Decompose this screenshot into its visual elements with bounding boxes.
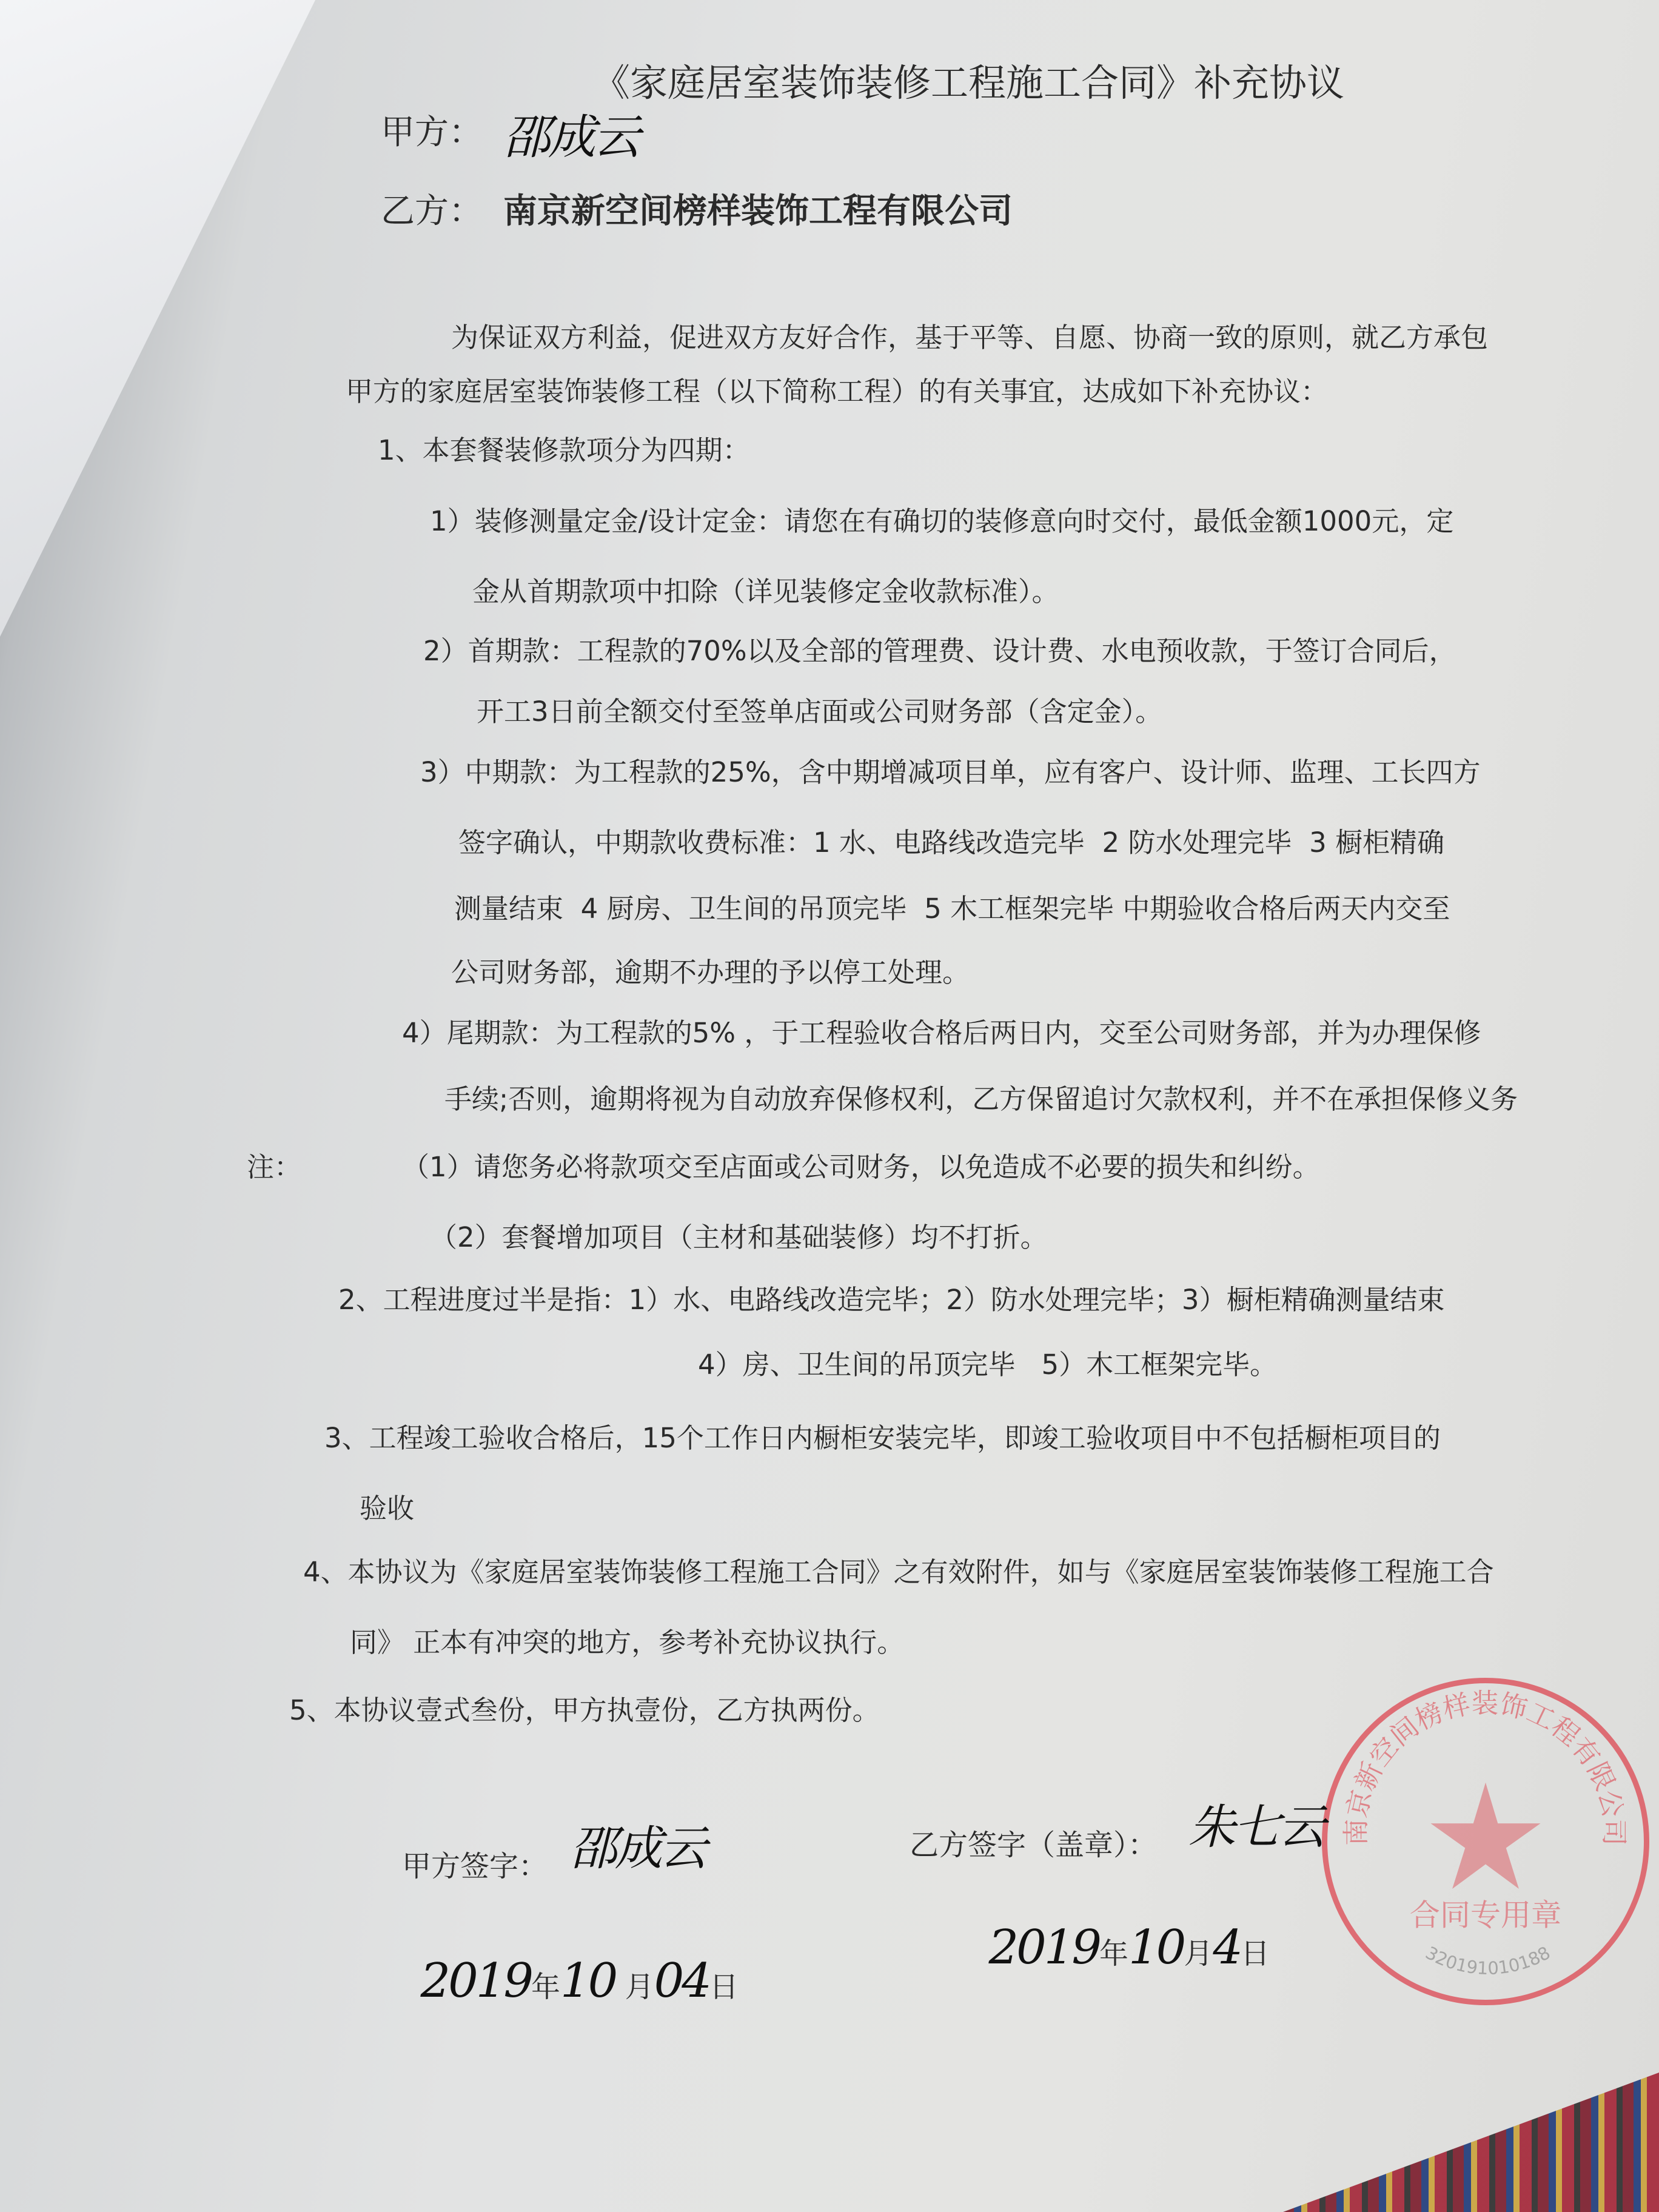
party-b-label: 乙方： (381, 192, 483, 231)
clause-2: 4）房、卫生间的吊顶完毕 5）木工框架完毕。 (698, 1349, 1278, 1381)
clause-1-item: 测量结束 4 厨房、卫生间的吊顶完毕 5 木工框架完毕 中期验收合格后两天内交至 (454, 893, 1450, 925)
background-fabric (1283, 2073, 1659, 2212)
clause-1-item: 签字确认，中期款收费标准：1 水、电路线改造完毕 2 防水处理完毕 3 橱柜精确 (458, 826, 1445, 859)
company-seal-stamp (1322, 1678, 1649, 2005)
clause-1-item: 1）装修测量定金/设计定金：请您在有确切的装修意向时交付，最低金额1000元，定 (430, 505, 1454, 537)
party-a-label: 甲方： (381, 113, 483, 152)
seal-type-text: 合同专用章 (1409, 1897, 1562, 1933)
party-b-signature: 朱七云 (1188, 1800, 1324, 1855)
background-sheet (0, 0, 315, 637)
party-a-name-handwritten: 邵成云 (503, 110, 638, 165)
party-b-date: 2019年10月4日 (988, 1920, 1270, 1975)
note-item: （2）套餐增加项目（主材和基础装修）均不打折。 (430, 1221, 1048, 1253)
document-title: 《家庭居室装饰装修工程施工合同》补充协议 (592, 61, 1345, 105)
clause-1-item: 开工3日前全额交付至签单店面或公司财务部（含定金）。 (477, 695, 1163, 728)
clause-4: 同》 正本有冲突的地方，参考补充协议执行。 (350, 1626, 905, 1658)
party-b-name: 南京新空间榜样装饰工程有限公司 (503, 192, 1013, 231)
clause-2: 2、工程进度过半是指：1）水、电路线改造完毕；2）防水处理完毕；3）橱柜精确测量结束 (338, 1284, 1445, 1316)
intro-line: 甲方的家庭居室装饰装修工程（以下简称工程）的有关事宜，达成如下补充协议： (346, 375, 1329, 407)
party-a-signature: 邵成云 (570, 1822, 705, 1876)
clause-4: 4、本协议为《家庭居室装饰装修工程施工合同》之有效附件，如与《家庭居室装饰装修工程施工合 (303, 1556, 1494, 1588)
svg-text:320191010188 (1422, 1942, 1553, 1979)
clause-3: 3、工程竣工验收合格后，15个工作日内橱柜安装完毕，即竣工验收项目中不包括橱柜项目的 (324, 1422, 1441, 1454)
clause-1-item: 3）中期款：为工程款的25%，含中期增减项目单，应有客户、设计师、监理、工长四方 (420, 756, 1481, 788)
clause-1-item: 4）尾期款：为工程款的5% ，于工程验收合格后两日内，交至公司财务部，并为办理保修 (402, 1017, 1481, 1049)
clause-1-item: 公司财务部，逾期不办理的予以停工处理。 (451, 956, 970, 988)
note-label: 注： (247, 1151, 302, 1183)
party-b-signature-label: 乙方签字（盖章）： (910, 1828, 1158, 1862)
intro-line: 为保证双方利益，促进双方友好合作，基于平等、自愿、协商一致的原则，就乙方承包 (451, 321, 1489, 354)
seal-graphic (1327, 1683, 1644, 2000)
clause-1-item: 金从首期款项中扣除（详见装修定金收款标准）。 (472, 575, 1059, 608)
clause-1-item: 手续;否则，逾期将视为自动放弃保修权利，乙方保留追讨欠款权利，并不在承担保修义务 (444, 1083, 1518, 1115)
note-item: （1）请您务必将款项交至店面或公司财务，以免造成不必要的损失和纠纷。 (402, 1151, 1320, 1183)
party-a-signature-label: 甲方签字： (402, 1849, 548, 1883)
clause-3: 验收 (360, 1492, 415, 1524)
seal-number: 320191010188 (1422, 1942, 1554, 1979)
party-a-date: 2019年10 月04日 (420, 1953, 739, 2008)
clause-1-item: 2）首期款：工程款的70%以及全部的管理费、设计费、水电预收款，于签订合同后， (423, 635, 1456, 667)
seal-company-text: 南京新空间榜样装饰工程有限公司 (1341, 1688, 1629, 1846)
clause-1-heading: 1、本套餐装修款项分为四期： (378, 434, 750, 466)
seal-star-icon (1430, 1783, 1540, 1889)
clause-5: 5、本协议壹式叁份，甲方执壹份，乙方执两份。 (289, 1694, 880, 1726)
